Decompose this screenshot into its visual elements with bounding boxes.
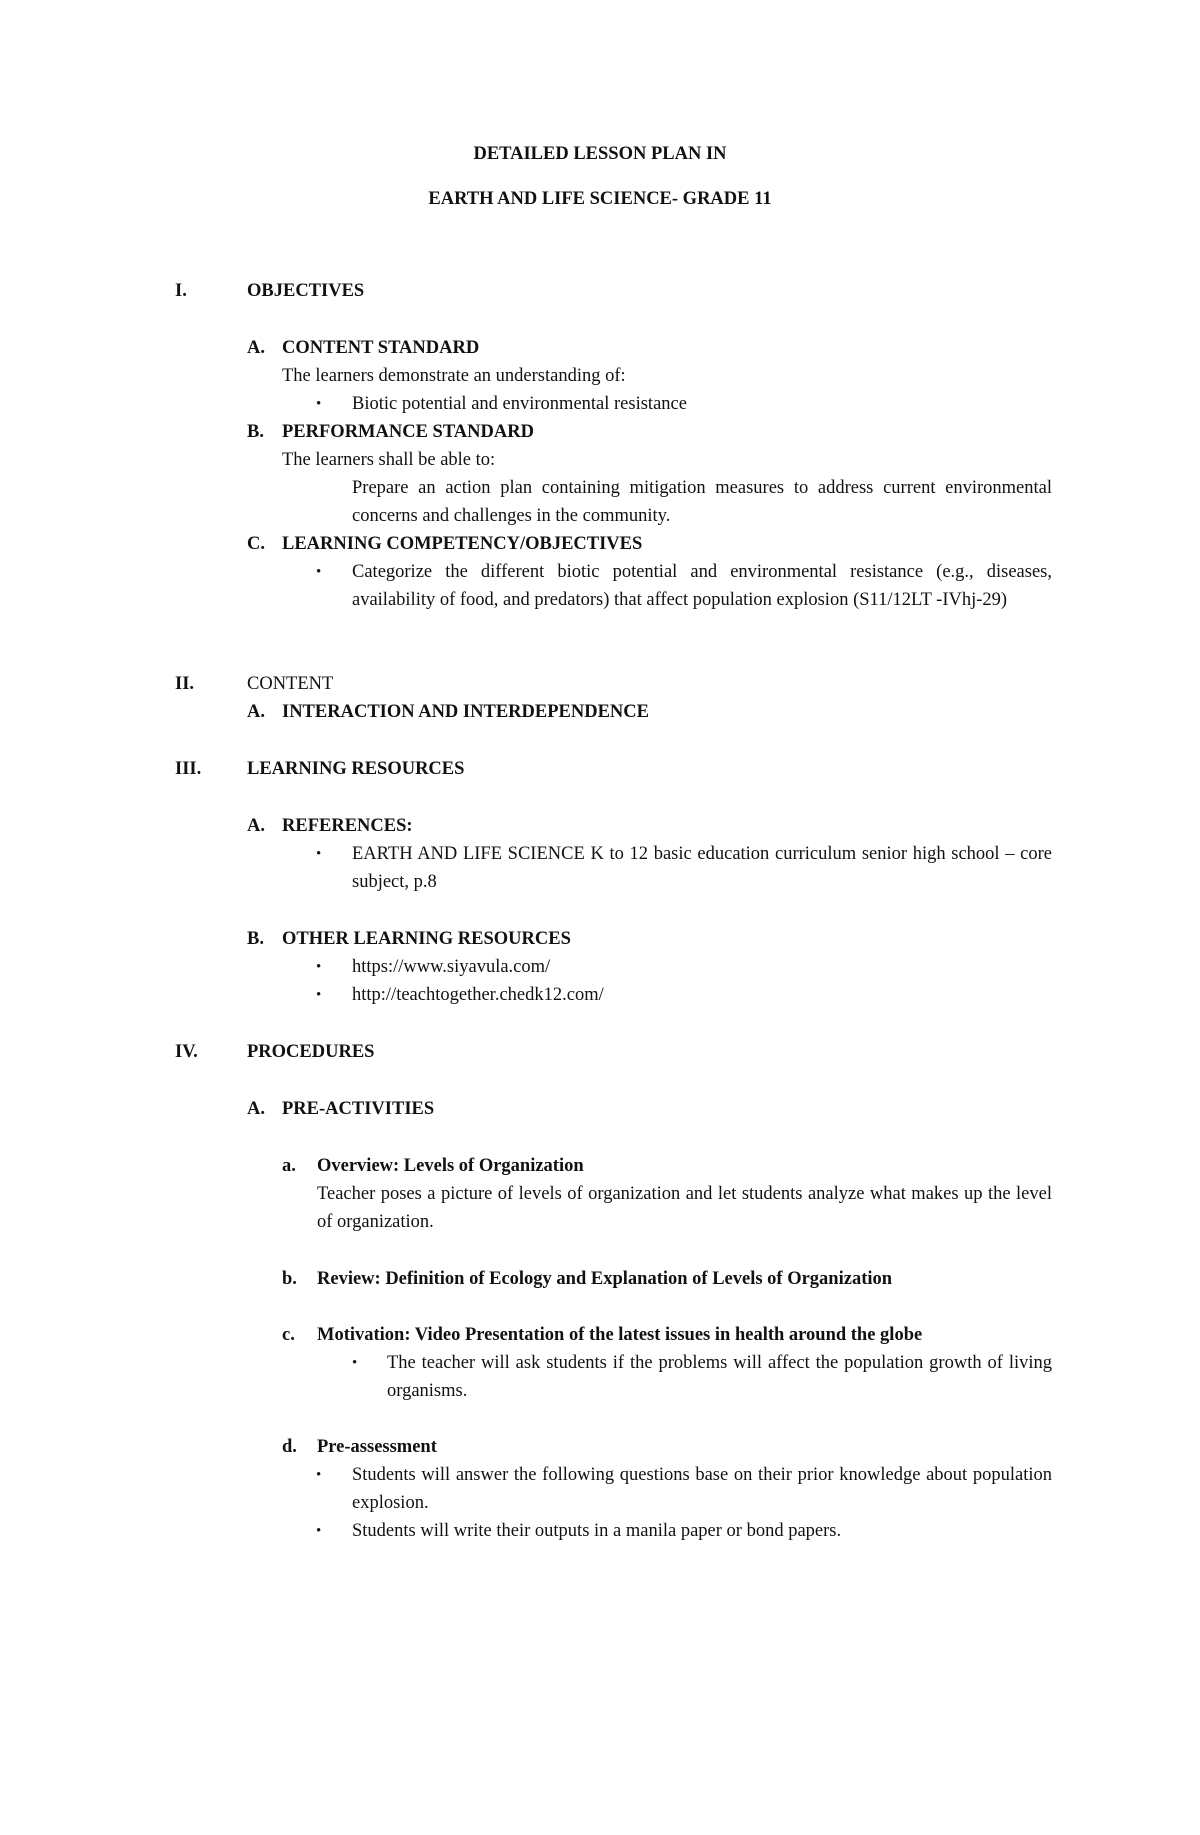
bullet-icon: • [352,1355,358,1371]
section-numeral: I. [175,281,187,301]
subsection-letter: C. [247,534,265,554]
section-heading-learning-resources: LEARNING RESOURCES [247,759,465,779]
item-letter: d. [282,1437,297,1457]
content-topic: INTERACTION AND INTERDEPENDENCE [282,702,649,722]
document-title-line1: DETAILED LESSON PLAN IN [473,144,727,164]
pre-assessment-heading: Pre-assessment [317,1437,437,1457]
list-item: Students will write their outputs in a manila paper or bond papers. [352,1521,842,1541]
subsection-letter: A. [247,338,265,358]
section-heading-content: CONTENT [247,674,334,694]
item-letter: b. [282,1269,297,1289]
item-letter: c. [282,1325,295,1345]
subsection-heading-other-resources: OTHER LEARNING RESOURCES [282,929,571,949]
bullet-icon: • [316,1467,322,1483]
subsection-heading-pre-activities: PRE-ACTIVITIES [282,1099,435,1119]
section-numeral: III. [175,759,202,779]
subsection-heading-references: REFERENCES: [282,816,413,836]
subsection-letter: A. [247,1099,265,1119]
subsection-letter: B. [247,929,264,949]
document-title-line2: EARTH AND LIFE SCIENCE- GRADE 11 [428,189,772,209]
list-item: The teacher will ask students if the problems will affect the population growth of living organisms. [387,1353,1052,1401]
bullet-icon: • [316,396,322,412]
performance-standard-text: Prepare an action plan containing mitigation measures to address current environmental concerns and challenges in the community. [352,478,1052,526]
bullet-icon: • [316,846,322,862]
overview-heading: Overview: Levels of Organization [317,1156,584,1176]
list-item: Students will answer the following questions base on their prior knowledge about population explosion. [352,1465,1052,1513]
subsection-letter: A. [247,702,265,722]
section-heading-objectives: OBJECTIVES [247,281,365,301]
bullet-icon: • [316,564,322,580]
overview-text: Teacher poses a picture of levels of organization and let students analyze what makes up the level of organization. [317,1184,1052,1232]
bullet-icon: • [316,987,322,1003]
subsection-heading-learning-competency: LEARNING COMPETENCY/OBJECTIVES [282,534,643,554]
list-item: Biotic potential and environmental resistance [352,394,687,414]
bullet-icon: • [316,1523,322,1539]
item-letter: a. [282,1156,296,1176]
list-item: EARTH AND LIFE SCIENCE K to 12 basic education curriculum senior high school – core subject, p.8 [352,844,1052,892]
subsection-letter: B. [247,422,264,442]
subsection-letter: A. [247,816,265,836]
resource-link[interactable]: https://www.siyavula.com/ [352,957,551,977]
section-numeral: IV. [175,1042,198,1062]
performance-standard-intro: The learners shall be able to: [282,450,496,470]
section-heading-procedures: PROCEDURES [247,1042,375,1062]
list-item: Categorize the different biotic potential and environmental resistance (e.g., diseases, availability of food, and predators) that affect population explosion (S11/12LT -IVhj-29) [352,562,1052,610]
bullet-icon: • [316,959,322,975]
subsection-heading-content-standard: CONTENT STANDARD [282,338,480,358]
motivation-heading: Motivation: Video Presentation of the latest issues in health around the globe [317,1325,923,1345]
resource-link[interactable]: http://teachtogether.chedk12.com/ [352,985,604,1005]
review-heading: Review: Definition of Ecology and Explanation of Levels of Organization [317,1269,893,1289]
content-standard-intro: The learners demonstrate an understanding of: [282,366,626,386]
section-numeral: II. [175,674,195,694]
subsection-heading-performance-standard: PERFORMANCE STANDARD [282,422,534,442]
